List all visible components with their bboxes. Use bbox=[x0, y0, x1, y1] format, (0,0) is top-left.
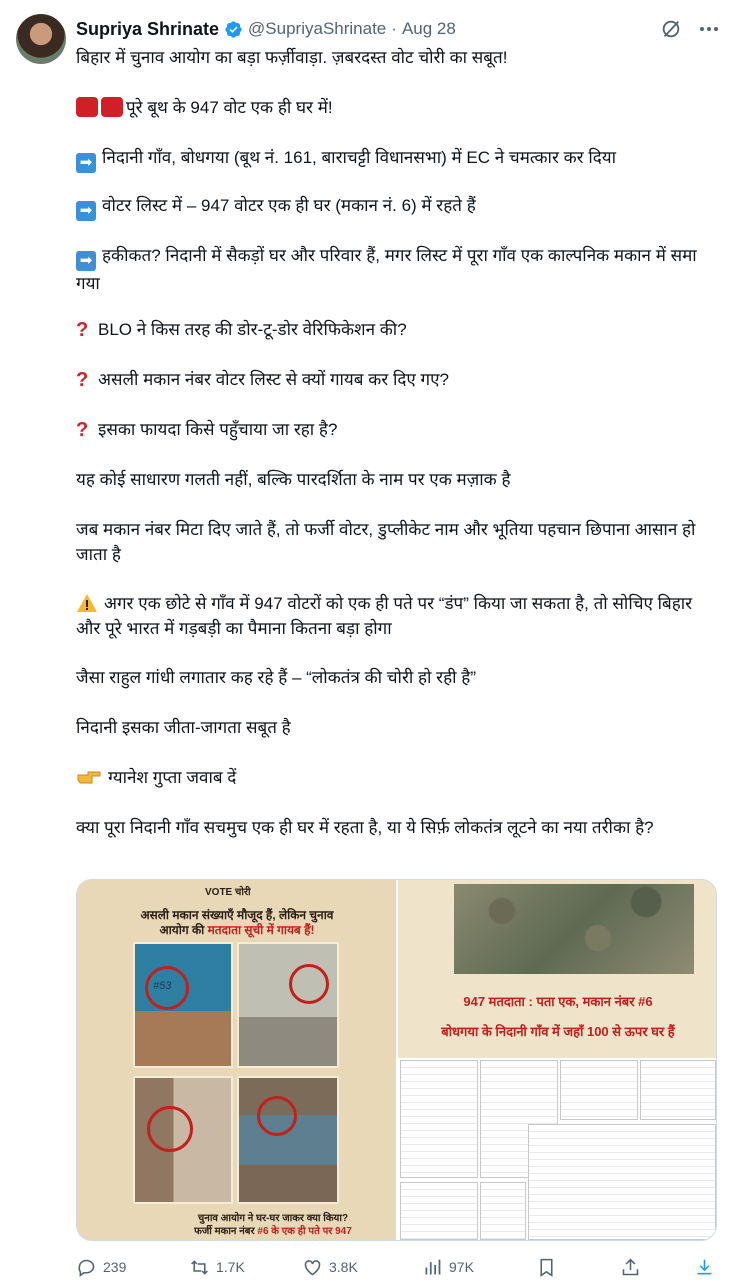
verified-badge-icon bbox=[224, 20, 243, 39]
red-square-icon bbox=[76, 97, 98, 117]
like-button[interactable] bbox=[302, 1255, 358, 1279]
bookmark-icon bbox=[536, 1257, 557, 1278]
tweet-header bbox=[76, 16, 456, 42]
right-arrow-icon: ➡ bbox=[76, 251, 96, 271]
tweet-line: ? असली मकान नंबर वोटर लिस्ट से क्यों गायब कर दिए गए? bbox=[76, 369, 449, 391]
view-count: 97K bbox=[449, 1259, 474, 1275]
tweet-date[interactable]: Aug 28 bbox=[401, 19, 456, 38]
tweet-line: ? BLO ने किस तरह की डोर-टू-डोर वेरिफिकेशन की? bbox=[76, 319, 407, 341]
download-icon bbox=[694, 1257, 715, 1278]
house-photo bbox=[237, 1076, 339, 1204]
tweet-line: ➡ वोटर लिस्ट में – 947 वोटर एक ही घर (मकान नं. 6) में रहते हैं bbox=[76, 193, 716, 221]
media-image[interactable] bbox=[76, 879, 717, 1241]
reply-button[interactable] bbox=[76, 1255, 126, 1279]
share-button[interactable] bbox=[620, 1255, 647, 1279]
repost-icon bbox=[189, 1257, 210, 1278]
grok-icon[interactable] bbox=[660, 18, 682, 40]
poster-right-line1: 947 मतदाता : पता एक, मकान नंबर #6 bbox=[463, 994, 653, 1009]
tweet-line: ग्यानेश गुप्ता जवाब दें bbox=[76, 765, 716, 790]
poster-left bbox=[77, 880, 396, 1241]
voter-list-documents bbox=[398, 1058, 717, 1241]
heart-icon bbox=[302, 1257, 323, 1278]
views-button[interactable] bbox=[422, 1255, 474, 1279]
download-button[interactable] bbox=[694, 1255, 721, 1279]
right-arrow-icon: ➡ bbox=[76, 153, 96, 173]
date-separator: · bbox=[391, 19, 397, 38]
tweet-line: बिहार में चुनाव आयोग का बड़ा फर्ज़ीवाड़ा. ज़बरदस्त वोट चोरी का सबूत! bbox=[76, 48, 508, 67]
action-bar bbox=[76, 1255, 724, 1279]
tweet-line: ? इसका फायदा किसे पहुँचाया जा रहा है? bbox=[76, 419, 338, 441]
tweet-line: ➡ हकीकत? निदानी में सैकड़ों घर और परिवार हैं, मगर लिस्ट में पूरा गाँव एक काल्पनिक मकान में समा गया bbox=[76, 246, 697, 293]
vote-chori-logo: VOTE चोरी bbox=[205, 887, 251, 898]
red-question-icon: ? bbox=[76, 319, 89, 341]
analytics-icon bbox=[422, 1257, 443, 1278]
reply-icon bbox=[76, 1257, 97, 1278]
author-handle[interactable]: @SupriyaShrinate bbox=[248, 19, 387, 38]
tweet-line: अगर एक छोटे से गाँव में 947 वोटरों को एक ही पते पर “डंप” किया जा सकता है, तो सोचिए बिहार और पूरे भारत में गड़बड़ी का पैमाना कितना बड़ा होगा bbox=[76, 594, 693, 638]
tweet-line: निदानी इसका जीता-जागता सबूत है bbox=[76, 718, 291, 737]
tweet-line: जब मकान नंबर मिटा दिए जाते हैं, तो फर्जी वोटर, डुप्लीकेट नाम और भूतिया पहचान छिपाना आसान हो जाता है bbox=[76, 520, 696, 564]
tweet-line: पूरे बूथ के 947 वोट एक ही घर में! bbox=[76, 95, 716, 120]
more-icon[interactable] bbox=[698, 22, 720, 36]
red-question-icon: ? bbox=[76, 369, 89, 391]
pointing-hand-icon bbox=[76, 768, 102, 786]
author-name[interactable]: Supriya Shrinate bbox=[76, 18, 220, 39]
tweet-line: ➡ निदानी गाँव, बोधगया (बूथ नं. 161, बाराचट्टी विधानसभा) में EC ने चमत्कार कर दिया bbox=[76, 145, 716, 173]
right-arrow-icon: ➡ bbox=[76, 201, 96, 221]
repost-count: 1.7K bbox=[216, 1259, 245, 1275]
red-question-icon: ? bbox=[76, 419, 89, 441]
bookmark-button[interactable] bbox=[536, 1255, 563, 1279]
poster-right-line2: बोधगया के निदानी गाँव में जहाँ 100 से ऊपर घर हैं bbox=[441, 1024, 675, 1039]
red-square-icon bbox=[101, 97, 123, 117]
like-count: 3.8K bbox=[329, 1259, 358, 1275]
avatar[interactable] bbox=[16, 14, 66, 64]
poster-left-footer: चुनाव आयोग ने घर-घर जाकर क्या किया? फर्जी मकान नंबर #6 के एक ही पते पर 947 bbox=[194, 1213, 352, 1237]
reply-count: 239 bbox=[103, 1259, 127, 1275]
house-photo bbox=[237, 942, 339, 1068]
share-icon bbox=[620, 1257, 641, 1278]
house-photo bbox=[133, 1076, 233, 1204]
satellite-map bbox=[454, 884, 694, 974]
poster-left-heading: असली मकान संख्याएँ मौजूद हैं, लेकिन चुनाव आयोग की मतदाता सूची में गायब हैं! bbox=[140, 908, 334, 937]
warning-icon bbox=[76, 593, 98, 613]
repost-button[interactable] bbox=[189, 1255, 245, 1279]
photo-caption: #53 bbox=[153, 980, 172, 992]
poster-right bbox=[398, 880, 717, 1241]
tweet-line: यह कोई साधारण गलती नहीं, बल्कि पारदर्शिता के नाम पर एक मज़ाक है bbox=[76, 470, 511, 489]
tweet-line: जैसा राहुल गांधी लगातार कह रहे हैं – “लोकतंत्र की चोरी हो रही है” bbox=[76, 668, 476, 687]
tweet-line: क्या पूरा निदानी गाँव सचमुच एक ही घर में रहता है, या ये सिर्फ़ लोकतंत्र लूटने का नया तरीका है? bbox=[76, 818, 654, 837]
house-photo bbox=[133, 942, 233, 1068]
